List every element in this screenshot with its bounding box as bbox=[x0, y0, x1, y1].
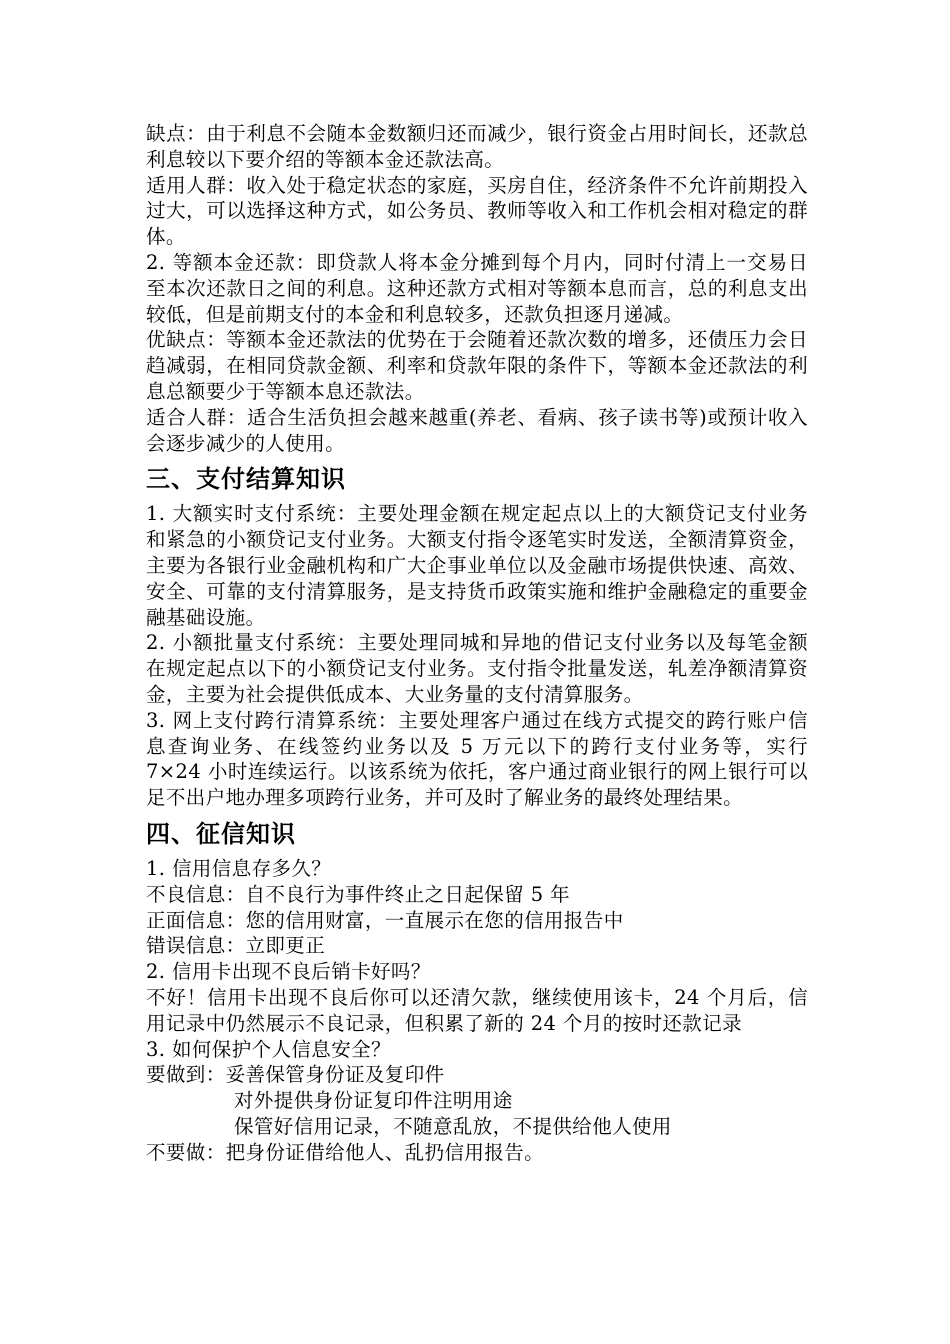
line-positive-info: 正面信息：您的信用财富，一直展示在您的信用报告中 bbox=[146, 908, 624, 932]
paragraph-suitable-group: 适用人群：收入处于稳定状态的家庭，买房自住，经济条件不允许前期投入过大，可以选择这种方式，如公务员、教师等收入和工作机会相对稳定的群体。 bbox=[146, 173, 808, 249]
paragraph-disadvantage: 缺点：由于利息不会随本金数额归还而减少，银行资金占用时间长，还款总利息较以下要介绍的等额本金还款法高。 bbox=[146, 122, 808, 171]
section-heading-credit-info: 四、征信知识 bbox=[146, 819, 296, 848]
line-should-do-copy-purpose: 对外提供身份证复印件注明用途 bbox=[234, 1089, 513, 1113]
section-heading-payment-settlement: 三、支付结算知识 bbox=[146, 465, 346, 494]
paragraph-hvps: 1. 大额实时支付系统：主要处理金额在规定起点以上的大额贷记支付业务和紧急的小额贷记支付业务。大额支付指令逐笔实时发送，全额清算资金，主要为各银行业金融机构和广大企事业单位以及金融市场提供快速、高效、安全、可靠的支付清算服务，是支持货币政策实施和维护金融稳定的重要金融基础设施。 bbox=[146, 502, 808, 629]
paragraph-ibps: 3. 网上支付跨行清算系统：主要处理客户通过在线方式提交的跨行账户信息查询业务、在线签约业务以及 5 万元以下的跨行支付业务等，实行 7×24 小时连续运行。以该系统为依托，客户通过商业银行的网上银行可以足不出户地办理多项跨行业务，并可及时了解业务的最终处理结果。 bbox=[146, 708, 808, 810]
paragraph-pros-cons: 优缺点：等额本金还款法的优势在于会随着还款次数的增多，还债压力会日趋减弱，在相同贷款金额、利率和贷款年限的条件下，等额本金还款法的利息总额要少于等额本息还款法。 bbox=[146, 328, 808, 403]
line-cancel-card-question: 2. 信用卡出现不良后销卡好吗？ bbox=[146, 960, 431, 984]
line-should-not-do: 不要做：把身份证借给他人、乱扔信用报告。 bbox=[146, 1140, 545, 1164]
line-credit-retention-question: 1. 信用信息存多久？ bbox=[146, 856, 332, 880]
line-error-info: 错误信息：立即更正 bbox=[146, 934, 326, 958]
paragraph-suitable-people: 适合人群：适合生活负担会越来越重(养老、看病、孩子读书等)或预计收入会逐步减少的人使用。 bbox=[146, 405, 808, 455]
paragraph-equal-principal: 2. 等额本金还款：即贷款人将本金分摊到每个月内，同时付清上一交易日至本次还款日之间的利息。这种还款方式相对等额本息而言，总的利息支出较低，但是前期支付的本金和利息较多，还款负担逐月递减。 bbox=[146, 250, 808, 326]
paragraph-beps: 2. 小额批量支付系统：主要处理同城和异地的借记支付业务以及每笔金额在规定起点以下的小额贷记支付业务。支付指令批量发送，轧差净额清算资金，主要为社会提供低成本、大业务量的支付清算服务。 bbox=[146, 631, 808, 706]
document-page bbox=[146, 121, 808, 1165]
paragraph-cancel-card-answer: 不好！信用卡出现不良后你可以还清欠款，继续使用该卡，24 个月后，信用记录中仍然展示不良记录，但积累了新的 24 个月的按时还款记录 bbox=[146, 985, 808, 1035]
line-protect-info-question: 3. 如何保护个人信息安全？ bbox=[146, 1037, 391, 1061]
line-should-do: 要做到：妥善保管身份证及复印件 bbox=[146, 1063, 445, 1087]
line-should-do-keep-records: 保管好信用记录，不随意乱放，不提供给他人使用 bbox=[234, 1114, 672, 1138]
line-negative-info: 不良信息：自不良行为事件终止之日起保留 5 年 bbox=[146, 882, 571, 906]
